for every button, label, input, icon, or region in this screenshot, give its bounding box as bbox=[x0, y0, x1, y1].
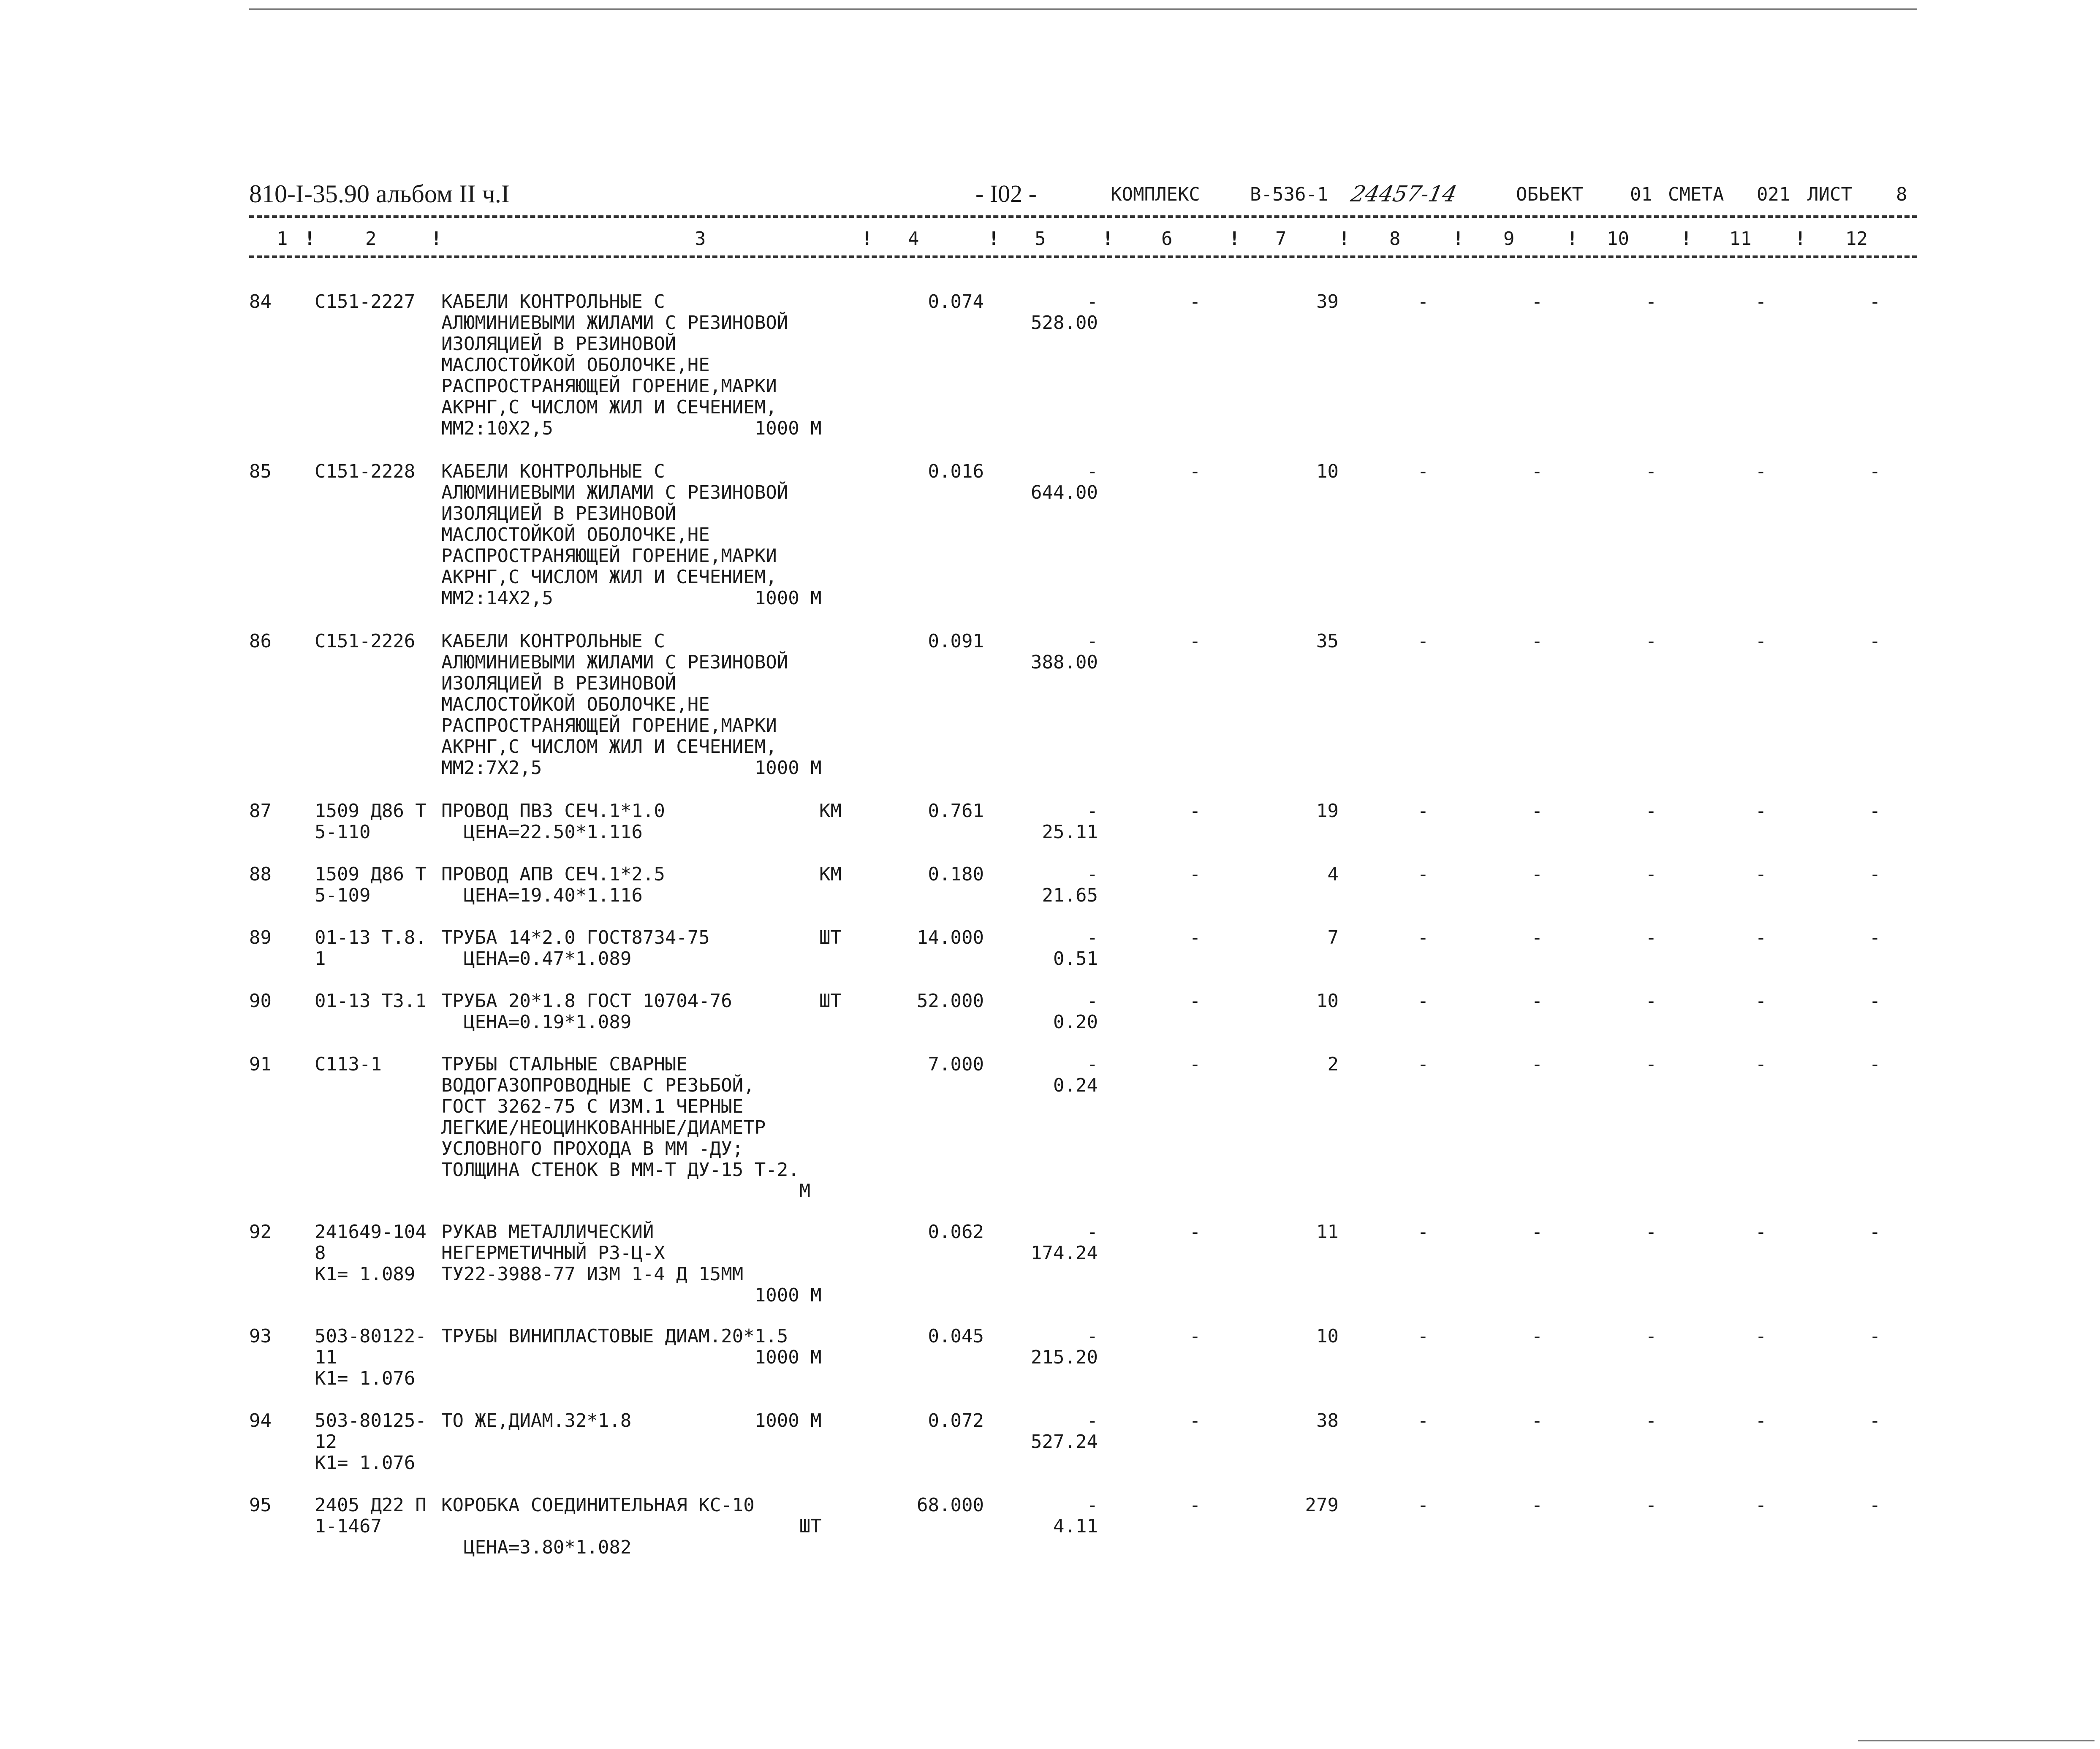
column-header-7: 7 bbox=[1275, 228, 1287, 250]
col-7-value: 10 bbox=[1316, 1325, 1339, 1347]
sheet-label: ЛИСТ bbox=[1807, 184, 1852, 205]
col-9-value: - bbox=[1531, 927, 1543, 948]
col-4-value: 0.045 bbox=[928, 1325, 984, 1347]
col-4-value: 7.000 bbox=[928, 1054, 984, 1075]
column-separator: ! bbox=[1339, 228, 1350, 250]
col-5-value: - 215.20 bbox=[1031, 1325, 1098, 1368]
norm-code: С151-2228 bbox=[315, 461, 416, 482]
item-description: КОРОБКА СОЕДИНИТЕЛЬНАЯ КС-10 ШТ ЦЕНА=3.80*1.082 bbox=[441, 1494, 822, 1558]
item-description: РУКАВ МЕТАЛЛИЧЕСКИЙ НЕГЕРМЕТИЧНЫЙ РЗ-Ц-Х ТУ22-3988-77 ИЗМ 1-4 Д 15ММ 1000 М bbox=[441, 1221, 822, 1306]
column-header-5: 5 bbox=[1035, 228, 1046, 250]
col-7-value: 2 bbox=[1327, 1054, 1339, 1075]
col-5-value: - 644.00 bbox=[1031, 461, 1098, 503]
col-8-value: - bbox=[1417, 927, 1429, 948]
col-5-value: - 174.24 bbox=[1031, 1221, 1098, 1264]
column-separator: ! bbox=[1567, 228, 1578, 250]
col-9-value: - bbox=[1531, 461, 1543, 482]
col-10-value: - bbox=[1645, 990, 1657, 1012]
column-header-12: 12 bbox=[1845, 228, 1868, 250]
norm-code: 01-13 Т3.1 bbox=[315, 990, 427, 1012]
row-number: 91 bbox=[249, 1054, 272, 1075]
object-value: 01 bbox=[1630, 184, 1652, 205]
column-header-10: 10 bbox=[1607, 228, 1629, 250]
col-11-value: - bbox=[1755, 927, 1767, 948]
col-4-value: 0.016 bbox=[928, 461, 984, 482]
col-6-value: - bbox=[1189, 800, 1201, 822]
col-10-value: - bbox=[1645, 1410, 1657, 1431]
column-header-2: 2 bbox=[365, 228, 377, 250]
scan-top-line bbox=[249, 8, 1917, 10]
col-4-value: 0.074 bbox=[928, 291, 984, 312]
col-12-value: - bbox=[1869, 990, 1881, 1012]
col-10-value: - bbox=[1645, 800, 1657, 822]
scan-bottom-line bbox=[1858, 1740, 2095, 1741]
col-7-value: 279 bbox=[1305, 1494, 1339, 1516]
col-10-value: - bbox=[1645, 291, 1657, 312]
complex-label: КОМПЛЕКС bbox=[1111, 184, 1200, 205]
col-6-value: - bbox=[1189, 1410, 1201, 1431]
col-5-value: - 0.51 bbox=[1053, 927, 1098, 970]
row-number: 87 bbox=[249, 800, 272, 822]
row-number: 90 bbox=[249, 990, 272, 1012]
col-12-value: - bbox=[1869, 1410, 1881, 1431]
row-number: 85 bbox=[249, 461, 272, 482]
col-8-value: - bbox=[1417, 291, 1429, 312]
item-description: ТРУБА 20*1.8 ГОСТ 10704-76 ЦЕНА=0.19*1.089 bbox=[441, 990, 732, 1033]
row-number: 92 bbox=[249, 1221, 272, 1243]
col-10-value: - bbox=[1645, 630, 1657, 652]
col-7-value: 38 bbox=[1316, 1410, 1339, 1431]
col-6-value: - bbox=[1189, 1494, 1201, 1516]
norm-code: С113-1 bbox=[315, 1054, 382, 1075]
handwritten-number: 24457-14 bbox=[1348, 182, 1459, 207]
col-10-value: - bbox=[1645, 461, 1657, 482]
col-8-value: - bbox=[1417, 800, 1429, 822]
col-8-value: - bbox=[1417, 1325, 1429, 1347]
col-7-value: 11 bbox=[1316, 1221, 1339, 1243]
col-8-value: - bbox=[1417, 990, 1429, 1012]
column-header-11: 11 bbox=[1729, 228, 1752, 250]
col-12-value: - bbox=[1869, 927, 1881, 948]
column-separator: ! bbox=[1102, 228, 1114, 250]
col-5-value: - 528.00 bbox=[1031, 291, 1098, 334]
col-10-value: - bbox=[1645, 1054, 1657, 1075]
column-separator: ! bbox=[1795, 228, 1806, 250]
col-5-value: - 388.00 bbox=[1031, 630, 1098, 673]
item-description: ТРУБЫ ВИНИПЛАСТОВЫЕ ДИАМ.20*1.5 1000 М bbox=[441, 1325, 822, 1368]
norm-code: 503-80125- 12 К1= 1.076 bbox=[315, 1410, 427, 1474]
col-7-value: 35 bbox=[1316, 630, 1339, 652]
col-5-value: - 0.24 bbox=[1053, 1054, 1098, 1096]
column-separator: ! bbox=[431, 228, 442, 250]
col-6-value: - bbox=[1189, 1054, 1201, 1075]
col-4-value: 14.000 bbox=[917, 927, 984, 948]
col-12-value: - bbox=[1869, 461, 1881, 482]
col-7-value: 10 bbox=[1316, 461, 1339, 482]
column-separator: ! bbox=[1681, 228, 1692, 250]
row-number: 89 bbox=[249, 927, 272, 948]
col-11-value: - bbox=[1755, 461, 1767, 482]
column-separator: ! bbox=[861, 228, 873, 250]
header-rule-top bbox=[249, 215, 1917, 218]
col-9-value: - bbox=[1531, 1325, 1543, 1347]
norm-code: С151-2227 bbox=[315, 291, 416, 312]
col-6-value: - bbox=[1189, 291, 1201, 312]
norm-code: 241649-104 8 К1= 1.089 bbox=[315, 1221, 427, 1285]
row-number: 88 bbox=[249, 864, 272, 885]
column-separator: ! bbox=[304, 228, 315, 250]
col-9-value: - bbox=[1531, 864, 1543, 885]
col-10-value: - bbox=[1645, 1325, 1657, 1347]
object-label: ОБЬЕКТ bbox=[1516, 184, 1583, 205]
row-number: 94 bbox=[249, 1410, 272, 1431]
header-rule-bottom bbox=[249, 255, 1917, 258]
row-number: 95 bbox=[249, 1494, 272, 1516]
column-header-9: 9 bbox=[1503, 228, 1515, 250]
col-6-value: - bbox=[1189, 990, 1201, 1012]
col-12-value: - bbox=[1869, 630, 1881, 652]
col-11-value: - bbox=[1755, 291, 1767, 312]
page-number: - I02 - bbox=[975, 180, 1037, 207]
col-7-value: 10 bbox=[1316, 990, 1339, 1012]
col-8-value: - bbox=[1417, 630, 1429, 652]
col-12-value: - bbox=[1869, 1221, 1881, 1243]
col-7-value: 39 bbox=[1316, 291, 1339, 312]
col-4-value: 52.000 bbox=[917, 990, 984, 1012]
complex-value: В-536-1 bbox=[1250, 184, 1328, 205]
norm-code: 01-13 Т.8. 1 bbox=[315, 927, 427, 970]
col-4-value: 0.072 bbox=[928, 1410, 984, 1431]
column-header-3: 3 bbox=[695, 228, 706, 250]
norm-code: 1509 Д86 Т 5-110 bbox=[315, 800, 427, 843]
col-10-value: - bbox=[1645, 1221, 1657, 1243]
col-5-value: - 527.24 bbox=[1031, 1410, 1098, 1453]
item-description: ТРУБЫ СТАЛЬНЫЕ СВАРНЫЕ ВОДОГАЗОПРОВОДНЫЕ С РЕЗЬБОЙ, ГОСТ 3262-75 С ИЗМ.1 ЧЕРНЫЕ ЛЕГКИЕ/НЕОЦИНКОВАННЫЕ/ДИАМЕТР УСЛОВНОГО ПРОХОДА В ММ -ДУ; ТОЛЩИНА СТЕНОК В ММ-Т ДУ-15 Т-2. М bbox=[441, 1054, 811, 1202]
col-5-value: - 25.11 bbox=[1042, 800, 1098, 843]
column-header-6: 6 bbox=[1161, 228, 1173, 250]
col-6-value: - bbox=[1189, 461, 1201, 482]
smeta-value: 021 bbox=[1757, 184, 1790, 205]
item-description: ТО ЖЕ,ДИАМ.32*1.8 1000 М bbox=[441, 1410, 822, 1431]
col-9-value: - bbox=[1531, 291, 1543, 312]
item-description: КАБЕЛИ КОНТРОЛЬНЫЕ С АЛЮМИНИЕВЫМИ ЖИЛАМИ С РЕЗИНОВОЙ ИЗОЛЯЦИЕЙ В РЕЗИНОВОЙ МАСЛОСТОЙКОЙ ОБОЛОЧКЕ,НЕ РАСПРОСТРАНЯЮЩЕЙ ГОРЕНИЕ,МАРКИ АКРНГ,С ЧИСЛОМ ЖИЛ И СЕЧЕНИЕМ, ММ2:14Х2,5 1000 М bbox=[441, 461, 822, 609]
col-8-value: - bbox=[1417, 864, 1429, 885]
col-8-value: - bbox=[1417, 461, 1429, 482]
col-5-value: - 21.65 bbox=[1042, 864, 1098, 906]
col-11-value: - bbox=[1755, 864, 1767, 885]
col-9-value: - bbox=[1531, 1494, 1543, 1516]
col-11-value: - bbox=[1755, 1221, 1767, 1243]
album-title: 810-I-35.90 альбом II ч.I bbox=[249, 180, 510, 208]
col-7-value: 7 bbox=[1327, 927, 1339, 948]
unit-of-measure: ШТ bbox=[819, 927, 842, 948]
norm-code: 503-80122- 11 К1= 1.076 bbox=[315, 1325, 427, 1389]
col-9-value: - bbox=[1531, 1221, 1543, 1243]
col-4-value: 0.091 bbox=[928, 630, 984, 652]
sheet-value: 8 bbox=[1896, 184, 1907, 205]
col-10-value: - bbox=[1645, 1494, 1657, 1516]
col-9-value: - bbox=[1531, 990, 1543, 1012]
item-description: ПРОВОД ПВЗ СЕЧ.1*1.0 ЦЕНА=22.50*1.116 bbox=[441, 800, 665, 843]
col-4-value: 0.180 bbox=[928, 864, 984, 885]
norm-code: 1509 Д86 Т 5-109 bbox=[315, 864, 427, 906]
col-8-value: - bbox=[1417, 1494, 1429, 1516]
row-number: 93 bbox=[249, 1325, 272, 1347]
col-6-value: - bbox=[1189, 864, 1201, 885]
col-11-value: - bbox=[1755, 1325, 1767, 1347]
col-8-value: - bbox=[1417, 1054, 1429, 1075]
unit-of-measure: КМ bbox=[819, 800, 842, 822]
col-4-value: 0.062 bbox=[928, 1221, 984, 1243]
col-5-value: - 0.20 bbox=[1053, 990, 1098, 1033]
col-7-value: 19 bbox=[1316, 800, 1339, 822]
column-header-4: 4 bbox=[908, 228, 919, 250]
unit-of-measure: КМ bbox=[819, 864, 842, 885]
col-12-value: - bbox=[1869, 1494, 1881, 1516]
column-separator: ! bbox=[1453, 228, 1464, 250]
col-6-value: - bbox=[1189, 1221, 1201, 1243]
col-10-value: - bbox=[1645, 927, 1657, 948]
unit-of-measure: ШТ bbox=[819, 990, 842, 1012]
col-10-value: - bbox=[1645, 864, 1657, 885]
col-9-value: - bbox=[1531, 800, 1543, 822]
col-11-value: - bbox=[1755, 990, 1767, 1012]
col-5-value: - 4.11 bbox=[1053, 1494, 1098, 1537]
row-number: 86 bbox=[249, 630, 272, 652]
col-11-value: - bbox=[1755, 630, 1767, 652]
column-header-8: 8 bbox=[1389, 228, 1401, 250]
smeta-label: СМЕТА bbox=[1668, 184, 1724, 205]
col-8-value: - bbox=[1417, 1410, 1429, 1431]
col-11-value: - bbox=[1755, 1410, 1767, 1431]
col-11-value: - bbox=[1755, 1494, 1767, 1516]
col-8-value: - bbox=[1417, 1221, 1429, 1243]
col-9-value: - bbox=[1531, 1410, 1543, 1431]
col-11-value: - bbox=[1755, 800, 1767, 822]
col-12-value: - bbox=[1869, 864, 1881, 885]
norm-code: С151-2226 bbox=[315, 630, 416, 652]
col-12-value: - bbox=[1869, 291, 1881, 312]
col-9-value: - bbox=[1531, 630, 1543, 652]
item-description: КАБЕЛИ КОНТРОЛЬНЫЕ С АЛЮМИНИЕВЫМИ ЖИЛАМИ С РЕЗИНОВОЙ ИЗОЛЯЦИЕЙ В РЕЗИНОВОЙ МАСЛОСТОЙКОЙ ОБОЛОЧКЕ,НЕ РАСПРОСТРАНЯЮЩЕЙ ГОРЕНИЕ,МАРКИ АКРНГ,С ЧИСЛОМ ЖИЛ И СЕЧЕНИЕМ, ММ2:10Х2,5 1000 М bbox=[441, 291, 822, 439]
row-number: 84 bbox=[249, 291, 272, 312]
item-description: ТРУБА 14*2.0 ГОСТ8734-75 ЦЕНА=0.47*1.089 bbox=[441, 927, 710, 970]
column-separator: ! bbox=[1229, 228, 1240, 250]
col-7-value: 4 bbox=[1327, 864, 1339, 885]
col-6-value: - bbox=[1189, 927, 1201, 948]
norm-code: 2405 Д22 П 1-1467 bbox=[315, 1494, 427, 1537]
column-header-1: 1 bbox=[277, 228, 288, 250]
col-11-value: - bbox=[1755, 1054, 1767, 1075]
col-6-value: - bbox=[1189, 1325, 1201, 1347]
col-12-value: - bbox=[1869, 800, 1881, 822]
col-12-value: - bbox=[1869, 1054, 1881, 1075]
item-description: КАБЕЛИ КОНТРОЛЬНЫЕ С АЛЮМИНИЕВЫМИ ЖИЛАМИ С РЕЗИНОВОЙ ИЗОЛЯЦИЕЙ В РЕЗИНОВОЙ МАСЛОСТОЙКОЙ ОБОЛОЧКЕ,НЕ РАСПРОСТРАНЯЮЩЕЙ ГОРЕНИЕ,МАРКИ АКРНГ,С ЧИСЛОМ ЖИЛ И СЕЧЕНИЕМ, ММ2:7Х2,5 1000 М bbox=[441, 630, 822, 779]
col-4-value: 68.000 bbox=[917, 1494, 984, 1516]
col-9-value: - bbox=[1531, 1054, 1543, 1075]
col-12-value: - bbox=[1869, 1325, 1881, 1347]
item-description: ПРОВОД АПВ СЕЧ.1*2.5 ЦЕНА=19.40*1.116 bbox=[441, 864, 665, 906]
col-4-value: 0.761 bbox=[928, 800, 984, 822]
column-separator: ! bbox=[988, 228, 1000, 250]
col-6-value: - bbox=[1189, 630, 1201, 652]
